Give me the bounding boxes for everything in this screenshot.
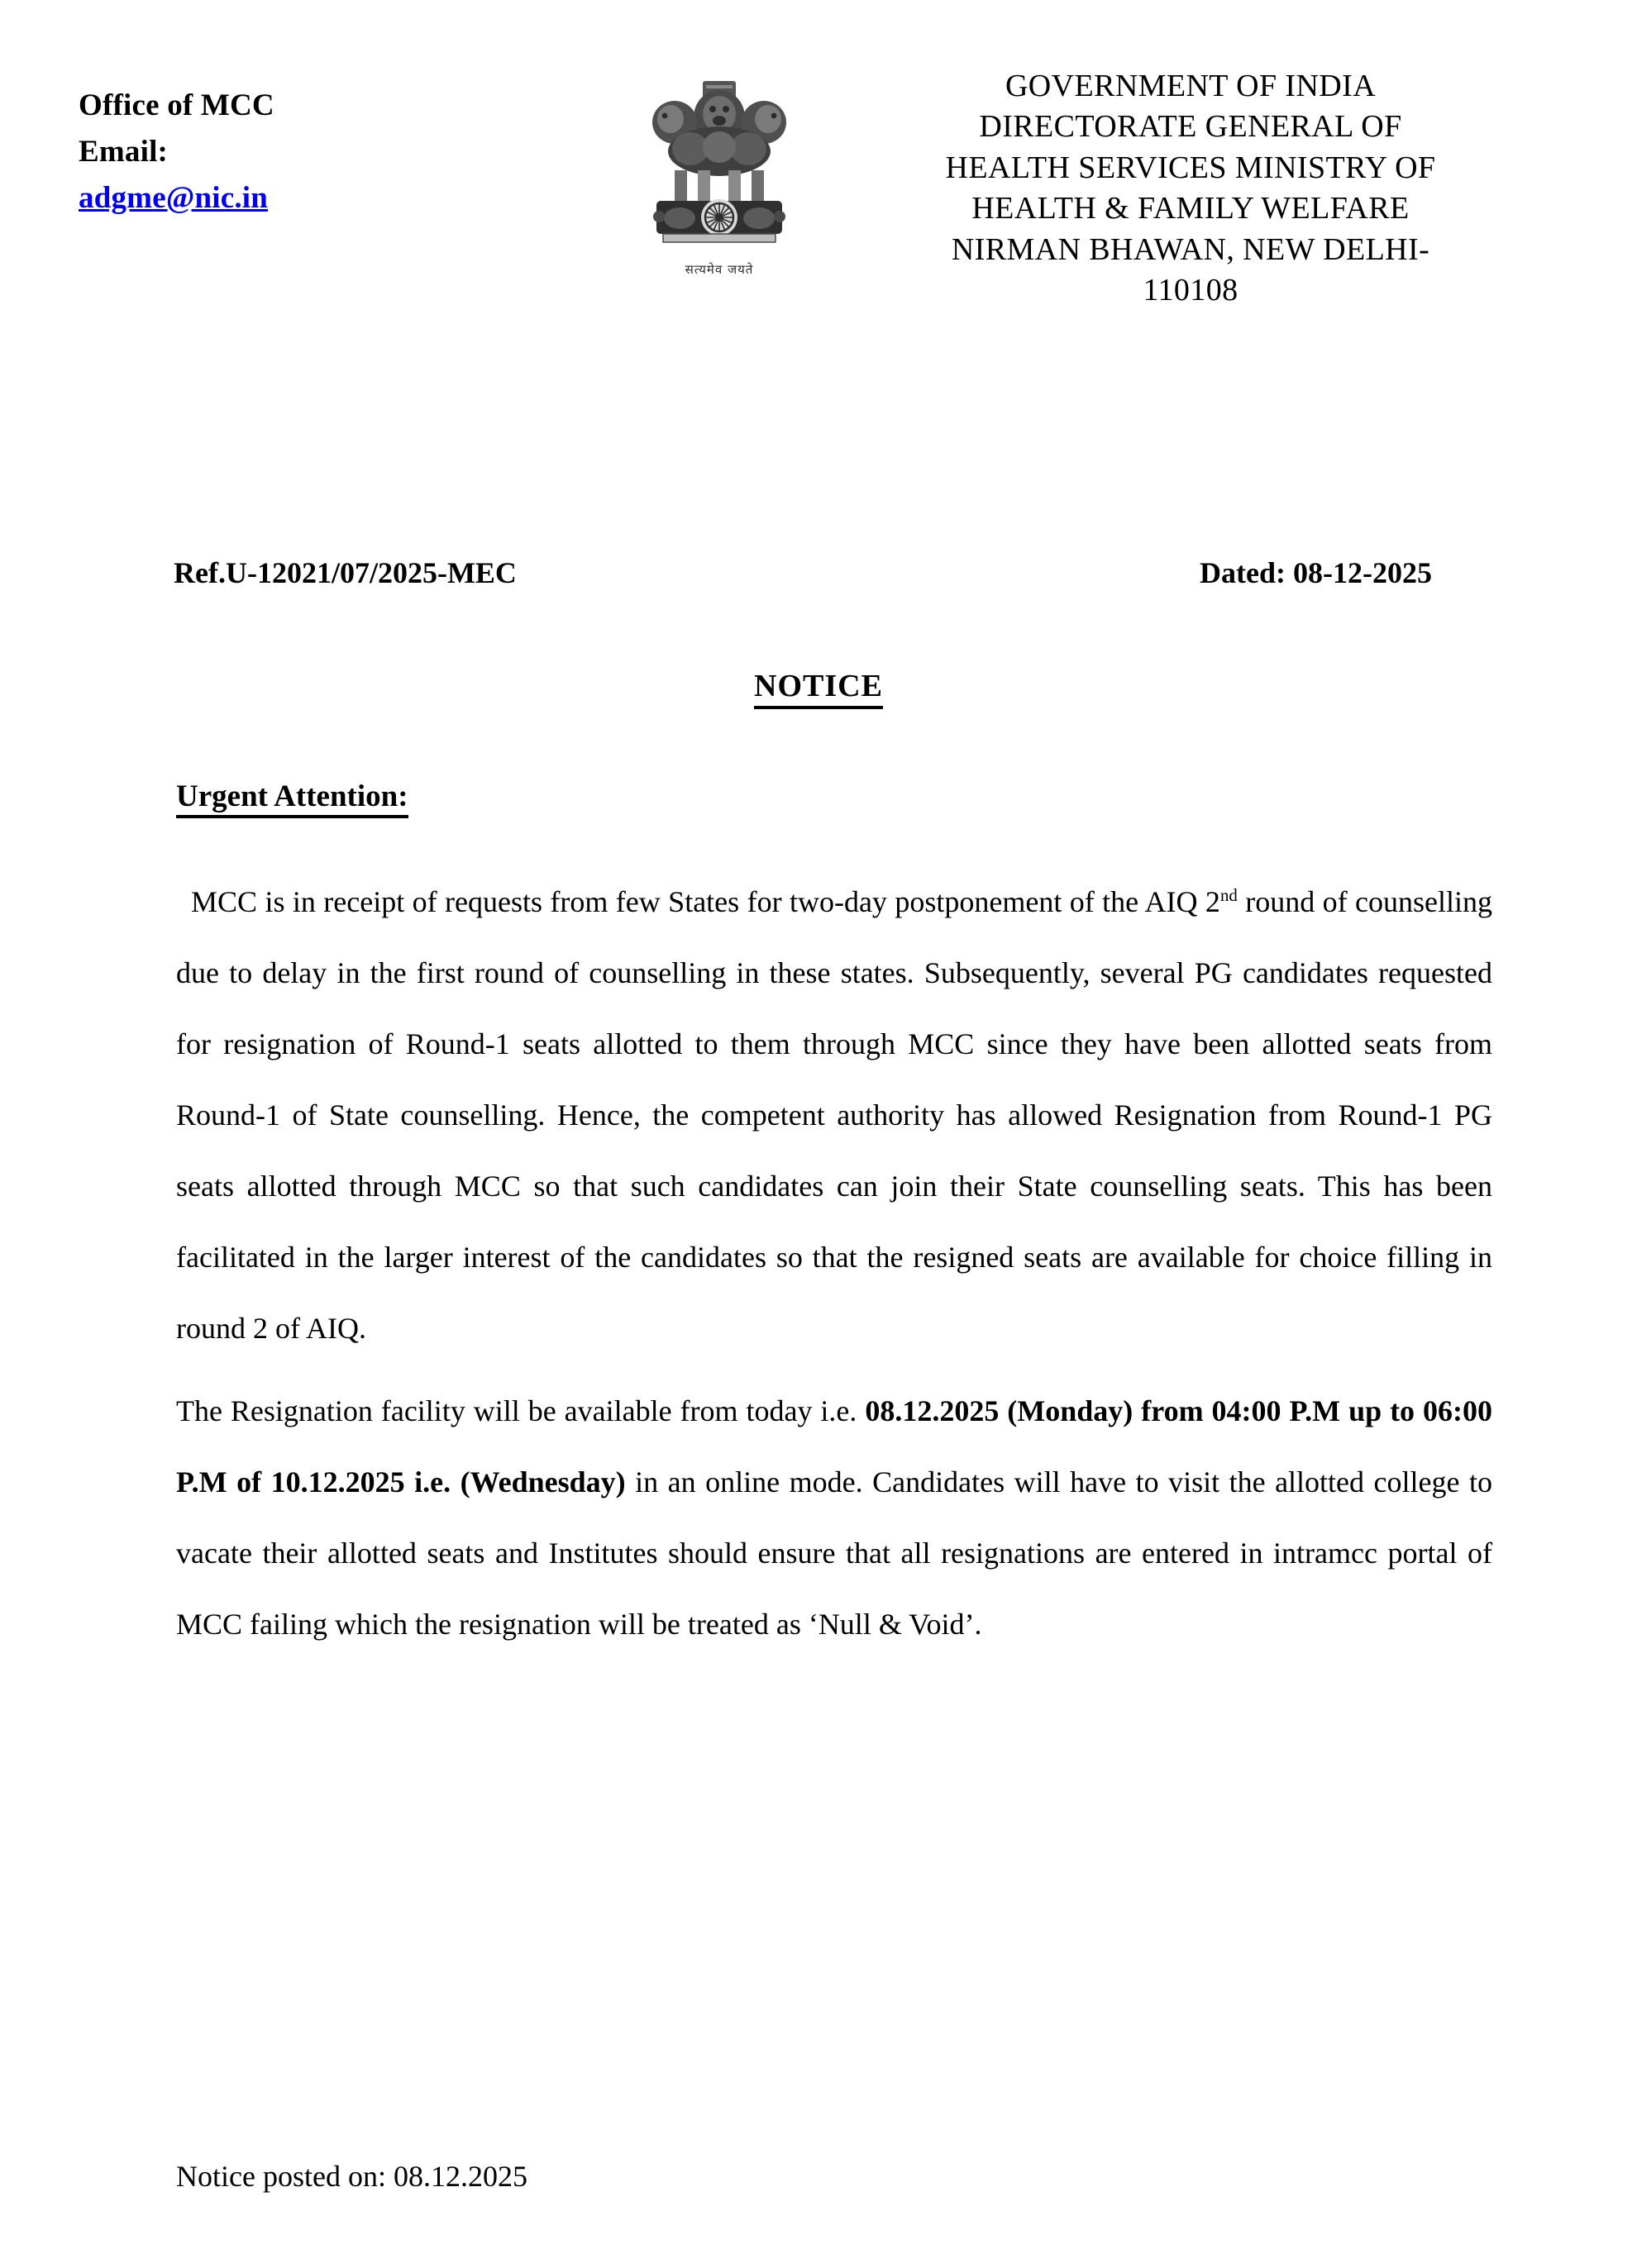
ordinal-superscript: nd — [1219, 885, 1238, 905]
ministry-address-block — [835, 66, 1546, 311]
paragraph-two-part-1: The Resignation facility will be available from today i.e. — [176, 1394, 866, 1427]
paragraph-one — [176, 866, 1492, 1364]
reference-number: Ref.U-12021/07/2025-MEC — [174, 556, 517, 589]
ministry-line-2: DIRECTORATE GENERAL OF — [979, 109, 1402, 145]
ministry-line-1: GOVERNMENT OF INDIA — [1005, 69, 1377, 103]
ministry-line-5: NIRMAN BHAWAN, NEW DELHI- — [951, 231, 1430, 267]
letterhead — [0, 66, 1637, 339]
urgent-attention-text: Urgent Attention: — [176, 779, 408, 818]
ministry-line-4: HEALTH & FAMILY WELFARE — [971, 191, 1410, 226]
office-email-link[interactable]: adgme@nic.in — [79, 181, 269, 216]
paragraph-two-part-2: in an online mode. Candidates will have to visit the allotted college to vacate their allotted seats and Institutes should ensure that all resignations are entered in intramcc portal of MCC failing which the resignation will be treated as ‘Null & Void’. — [176, 1465, 1492, 1641]
reference-date: Dated: 08-12-2025 — [1200, 556, 1432, 589]
urgent-attention-heading — [176, 779, 408, 818]
notice-title-text: NOTICE — [754, 668, 883, 709]
notice-body — [176, 866, 1492, 1671]
resignation-window-emphasis: 08.12.2025 (Monday) from 04:00 P.M up to 06:00 P.M of 10.12.2025 i.e. (Wednesday) — [176, 1394, 1492, 1498]
ashoka-emblem-wrap — [628, 66, 810, 278]
office-contact-block — [79, 83, 442, 222]
office-email-label: Email: — [79, 135, 169, 169]
paragraph-one-part-2: round of counselling due to delay in the first round of counselling in these states. Subsequently, several PG candidates requested for resignation of Round-1 seats allotted to them through MCC since they have been allotted seats from Round-1 of State counselling. Hence, the competent authority has allowed Resignation from Round-1 PG seats allotted through MCC so that such candidates can join their State counselling seats. This has been facilitated in the larger interest of the candidates so that the resigned seats are available for choice filling in round 2 of AIQ. — [176, 885, 1492, 1345]
notice-title — [0, 668, 1637, 709]
paragraph-two — [176, 1375, 1492, 1660]
ministry-line-6: 110108 — [1143, 272, 1238, 307]
notice-posted-on: Notice posted on: 08.12.2025 — [176, 2160, 527, 2193]
emblem-motto: सत्यमेव जयते — [685, 262, 754, 277]
reference-row — [174, 555, 1496, 590]
ministry-line-3: HEALTH SERVICES MINISTRY OF — [945, 150, 1436, 185]
office-name: Office of MCC — [79, 88, 274, 122]
ashoka-emblem-icon — [645, 66, 794, 260]
paragraph-one-part-1: MCC is in receipt of requests from few States for two-day postponement of the AIQ 2 — [191, 885, 1220, 918]
